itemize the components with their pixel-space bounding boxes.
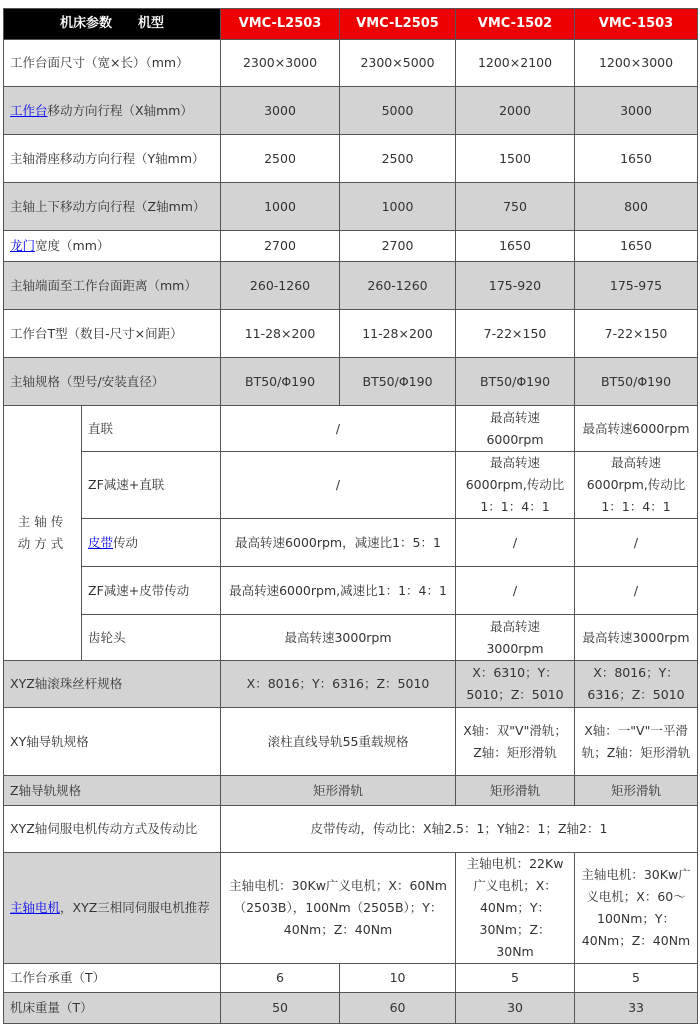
spec-table xyxy=(3,8,698,1024)
cell: 7-22×150 xyxy=(456,310,575,358)
model-header: VMC-L2505 xyxy=(340,9,456,40)
cell: BT50/Φ190 xyxy=(221,358,340,406)
cell: 5 xyxy=(575,964,698,993)
cell: 最高转速6000rpm,减速比1：1：4：1 xyxy=(221,567,456,615)
table-row xyxy=(4,615,698,661)
table-row xyxy=(4,183,698,231)
table-row xyxy=(4,993,698,1024)
row-label-text: 移动方向行程（X轴mm） xyxy=(47,102,193,118)
model-header: VMC-1502 xyxy=(456,9,575,40)
row-label: 主轴规格（型号/安装直径） xyxy=(4,358,221,406)
row-label: 主轴上下移动方向行程（Z轴mm） xyxy=(4,183,221,231)
cell: BT50/Φ190 xyxy=(575,358,698,406)
cell: 11-28×200 xyxy=(221,310,340,358)
cell: 最高转速6000rpm,传动比1：1：4：1 xyxy=(575,452,698,519)
row-label xyxy=(4,87,221,135)
cell: 30 xyxy=(456,993,575,1024)
cell: 2300×5000 xyxy=(340,40,456,87)
belt-link[interactable]: 皮带 xyxy=(88,534,114,550)
header-row xyxy=(4,9,698,40)
cell: 5000 xyxy=(340,87,456,135)
cell: 7-22×150 xyxy=(575,310,698,358)
cell: 最高转速3000rpm xyxy=(221,615,456,661)
table-row xyxy=(4,661,698,708)
cell: 2700 xyxy=(221,231,340,262)
header-label: 机床参数 机型 xyxy=(4,9,221,40)
row-label: XYZ轴滚珠丝杆规格 xyxy=(4,661,221,708)
cell: X：8016；Y：6316；Z：5010 xyxy=(575,661,698,708)
row-label: 工作台面尺寸（宽×长）（mm） xyxy=(4,40,221,87)
row-label-text: ，XYZ三相同伺服电机推荐 xyxy=(60,900,210,915)
cell: 1200×2100 xyxy=(456,40,575,87)
row-label: 主轴端面至工作台面距离（mm） xyxy=(4,262,221,310)
table-row xyxy=(4,135,698,183)
cell: 1650 xyxy=(575,231,698,262)
cell: 最高转速3000rpm xyxy=(456,615,575,661)
table-row xyxy=(4,776,698,806)
cell: 矩形滑轨 xyxy=(575,776,698,806)
cell: 最高转速6000rpm，减速比1：5：1 xyxy=(221,519,456,567)
cell: X：8016；Y：6316；Z：5010 xyxy=(221,661,456,708)
table-row xyxy=(4,964,698,993)
cell: X：6310；Y：5010；Z：5010 xyxy=(456,661,575,708)
cell: 11-28×200 xyxy=(340,310,456,358)
row-label: Z轴导轨规格 xyxy=(4,776,221,806)
cell: 2300×3000 xyxy=(221,40,340,87)
cell: 最高转速6000rpm,传动比1：1：4：1 xyxy=(456,452,575,519)
row-label: 直联 xyxy=(82,406,221,452)
cell: BT50/Φ190 xyxy=(456,358,575,406)
cell: 皮带传动，传动比：X轴2.5：1；Y轴2：1；Z轴2：1 xyxy=(221,806,698,853)
row-label xyxy=(82,519,221,567)
cell: / xyxy=(456,519,575,567)
cell: 5 xyxy=(456,964,575,993)
table-row xyxy=(4,358,698,406)
cell: 最高转速6000rpm xyxy=(456,406,575,452)
cell: 矩形滑轨 xyxy=(221,776,456,806)
table-row xyxy=(4,406,698,452)
cell: BT50/Φ190 xyxy=(340,358,456,406)
cell: 1650 xyxy=(456,231,575,262)
cell: 最高转速6000rpm xyxy=(575,406,698,452)
drive-group-line: 动方式 xyxy=(17,536,68,551)
cell: 750 xyxy=(456,183,575,231)
cell: 260-1260 xyxy=(340,262,456,310)
cell: X轴：双"V"滑轨；Z轴：矩形滑轨 xyxy=(456,708,575,776)
row-label: 机床重量（T） xyxy=(4,993,221,1024)
cell: 1650 xyxy=(575,135,698,183)
table-row xyxy=(4,452,698,519)
cell: 主轴电机：30Kw广义电机；X：60～100Nm；Y：40Nm；Z：40Nm xyxy=(575,853,698,964)
cell: 50 xyxy=(221,993,340,1024)
table-row xyxy=(4,231,698,262)
cell: 2700 xyxy=(340,231,456,262)
cell: 33 xyxy=(575,993,698,1024)
table-row xyxy=(4,310,698,358)
table-row xyxy=(4,519,698,567)
spindle-motor-link[interactable]: 主轴电机 xyxy=(10,900,61,915)
cell: 260-1260 xyxy=(221,262,340,310)
cell: / xyxy=(456,567,575,615)
row-label: XY轴导轨规格 xyxy=(4,708,221,776)
table-row xyxy=(4,40,698,87)
row-label xyxy=(4,231,221,262)
gantry-link[interactable]: 龙门 xyxy=(10,238,36,253)
cell: 175-975 xyxy=(575,262,698,310)
cell: / xyxy=(221,452,456,519)
row-label: 工作台T型（数目-尺寸×间距） xyxy=(4,310,221,358)
drive-group-line: 主轴传 xyxy=(17,514,68,529)
table-row xyxy=(4,853,698,964)
table-row xyxy=(4,87,698,135)
row-label: 主轴滑座移动方向行程（Y轴mm） xyxy=(4,135,221,183)
model-header: VMC-1503 xyxy=(575,9,698,40)
cell: 1000 xyxy=(340,183,456,231)
row-label-text: 宽度（mm） xyxy=(35,238,110,253)
row-label-text: 传动 xyxy=(113,534,139,550)
cell: 800 xyxy=(575,183,698,231)
row-label: ZF减速+皮带传动 xyxy=(82,567,221,615)
cell: 矩形滑轨 xyxy=(456,776,575,806)
row-label: ZF减速+直联 xyxy=(82,452,221,519)
cell: 2500 xyxy=(340,135,456,183)
cell: 1000 xyxy=(221,183,340,231)
cell: / xyxy=(575,519,698,567)
row-label xyxy=(4,853,221,964)
cell: 1200×3000 xyxy=(575,40,698,87)
model-header: VMC-L2503 xyxy=(221,9,340,40)
table-row xyxy=(4,567,698,615)
worktable-link[interactable]: 工作台 xyxy=(10,102,48,118)
cell: / xyxy=(575,567,698,615)
cell: 3000 xyxy=(221,87,340,135)
cell: 175-920 xyxy=(456,262,575,310)
cell: 最高转速3000rpm xyxy=(575,615,698,661)
cell: 60 xyxy=(340,993,456,1024)
drive-group-label xyxy=(4,406,82,661)
cell: 滚柱直线导轨55重载规格 xyxy=(221,708,456,776)
cell: X轴：一"V"一平滑轨；Z轴：矩形滑轨 xyxy=(575,708,698,776)
row-label: 工作台承重（T） xyxy=(4,964,221,993)
table-row xyxy=(4,262,698,310)
table-row xyxy=(4,806,698,853)
cell: 10 xyxy=(340,964,456,993)
cell: 主轴电机：22Kw广义电机；X：40Nm；Y：30Nm；Z：30Nm xyxy=(456,853,575,964)
cell: 1500 xyxy=(456,135,575,183)
cell: 3000 xyxy=(575,87,698,135)
row-label: XYZ轴伺服电机传动方式及传动比 xyxy=(4,806,221,853)
cell: 6 xyxy=(221,964,340,993)
table-row xyxy=(4,708,698,776)
cell: 2000 xyxy=(456,87,575,135)
cell: 2500 xyxy=(221,135,340,183)
cell: / xyxy=(221,406,456,452)
cell: 主轴电机：30Kw广义电机；X：60Nm（2503B），100Nm（2505B）；Y：40Nm；Z：40Nm xyxy=(221,853,456,964)
row-label: 齿轮头 xyxy=(82,615,221,661)
